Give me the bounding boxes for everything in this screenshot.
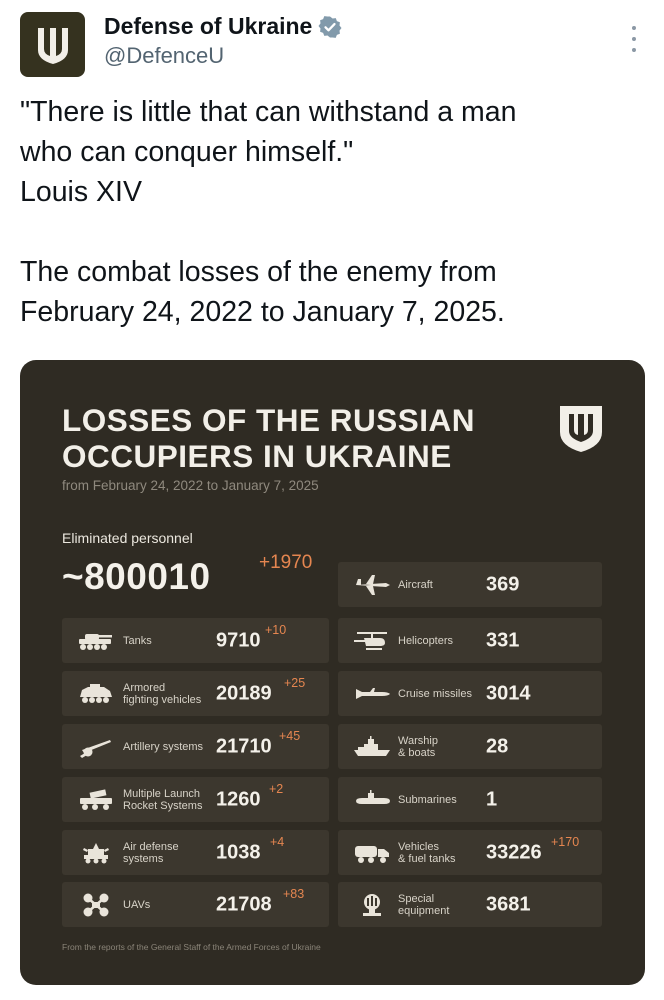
- stat-label: Multiple Launch Rocket Systems: [123, 787, 203, 812]
- stat-tanks: [62, 618, 329, 663]
- stat-delta: +25: [284, 676, 306, 690]
- personnel-delta: +1970: [259, 552, 313, 573]
- stat-delta: +170: [551, 835, 580, 849]
- tweet-text-line: who can conquer himself.": [20, 136, 354, 168]
- verified-badge-icon: [318, 15, 342, 39]
- stat-label: Special equipment: [398, 892, 450, 917]
- trident-logo-icon: [34, 24, 72, 66]
- stat-uavs: [62, 882, 329, 927]
- stat-value: 3681: [486, 893, 531, 915]
- stat-label: Tanks: [123, 634, 152, 647]
- air-defense-icon: [76, 840, 116, 866]
- stat-label: Artillery systems: [123, 740, 204, 753]
- stat-helicopters: [338, 618, 602, 663]
- stat-value: 331: [486, 629, 520, 651]
- stat-label: Warship & boats: [398, 734, 438, 759]
- stat-value: 1260: [216, 788, 261, 810]
- stat-value: 9710: [216, 629, 261, 651]
- armored-vehicle-icon: [76, 681, 116, 707]
- stat-delta: +83: [283, 887, 305, 901]
- stat-value: 1038: [216, 841, 261, 863]
- stat-label: UAVs: [123, 898, 151, 911]
- fuel-truck-icon: [352, 840, 392, 866]
- stat-vehicles-fuel-tanks: [338, 830, 602, 875]
- author-block: [104, 13, 342, 69]
- tweet-text: [20, 92, 650, 332]
- more-options-icon[interactable]: [630, 26, 638, 52]
- artillery-icon: [76, 734, 116, 760]
- stat-label: Helicopters: [398, 634, 454, 647]
- tweet-text-line: "There is little that can withstand a man: [20, 96, 517, 128]
- shield-trident-icon: [558, 404, 604, 454]
- stat-artillery: [62, 724, 329, 769]
- tank-icon: [76, 628, 116, 654]
- stat-mlrs: [62, 777, 329, 822]
- drone-icon: [76, 892, 116, 918]
- stat-value: 33226: [486, 841, 542, 863]
- stat-air-defense: [62, 830, 329, 875]
- stat-special-equipment: [338, 882, 602, 927]
- author-name-text[interactable]: Defense of Ukraine: [104, 13, 313, 39]
- submarine-icon: [352, 787, 392, 813]
- author-handle[interactable]: @DefenceU: [104, 43, 225, 68]
- stat-value: 3014: [486, 682, 531, 704]
- stat-label: Armored fighting vehicles: [123, 681, 202, 706]
- infographic-footer: From the reports of the General Staff of the Armed Forces of Ukraine: [62, 942, 321, 952]
- special-equipment-icon: [352, 892, 392, 918]
- stat-value: 369: [486, 573, 520, 595]
- stat-submarines: [338, 777, 602, 822]
- personnel-label: Eliminated personnel: [62, 530, 193, 546]
- stat-label: Vehicles & fuel tanks: [398, 840, 456, 865]
- personnel-value: ~800010: [62, 556, 211, 597]
- losses-infographic[interactable]: [20, 360, 645, 985]
- stat-cruise-missiles: [338, 671, 602, 716]
- stat-armored-vehicles: [62, 671, 329, 716]
- stat-delta: +10: [265, 623, 287, 637]
- cruise-missile-icon: [352, 681, 392, 707]
- stat-value: 1: [486, 788, 498, 810]
- warship-icon: [352, 734, 392, 760]
- avatar[interactable]: [20, 12, 85, 77]
- stat-label: Submarines: [398, 793, 457, 806]
- infographic-title: LOSSES OF THE RUSSIAN OCCUPIERS IN UKRAINE: [62, 402, 476, 474]
- infographic-subtitle: from February 24, 2022 to January 7, 2025: [62, 478, 319, 493]
- stat-delta: +45: [279, 729, 301, 743]
- stat-value: 20189: [216, 682, 272, 704]
- tweet-text-line: The combat losses of the enemy from: [20, 256, 497, 288]
- stat-label: Air defense systems: [123, 840, 179, 865]
- stat-aircraft: [338, 562, 602, 607]
- stat-warships: [338, 724, 602, 769]
- stat-label: Cruise missiles: [398, 687, 472, 700]
- stat-delta: +4: [270, 835, 285, 849]
- stat-value: 28: [486, 735, 509, 757]
- tweet-text-line: Louis XIV: [20, 176, 142, 208]
- stat-value: 21710: [216, 735, 272, 757]
- tweet-text-line: February 24, 2022 to January 7, 2025.: [20, 296, 505, 328]
- author-name[interactable]: [104, 13, 342, 40]
- stat-delta: +2: [269, 782, 284, 796]
- rocket-launcher-icon: [76, 787, 116, 813]
- aircraft-icon: [352, 572, 392, 598]
- helicopter-icon: [352, 628, 392, 654]
- stat-label: Aircraft: [398, 578, 433, 591]
- stat-value: 21708: [216, 893, 272, 915]
